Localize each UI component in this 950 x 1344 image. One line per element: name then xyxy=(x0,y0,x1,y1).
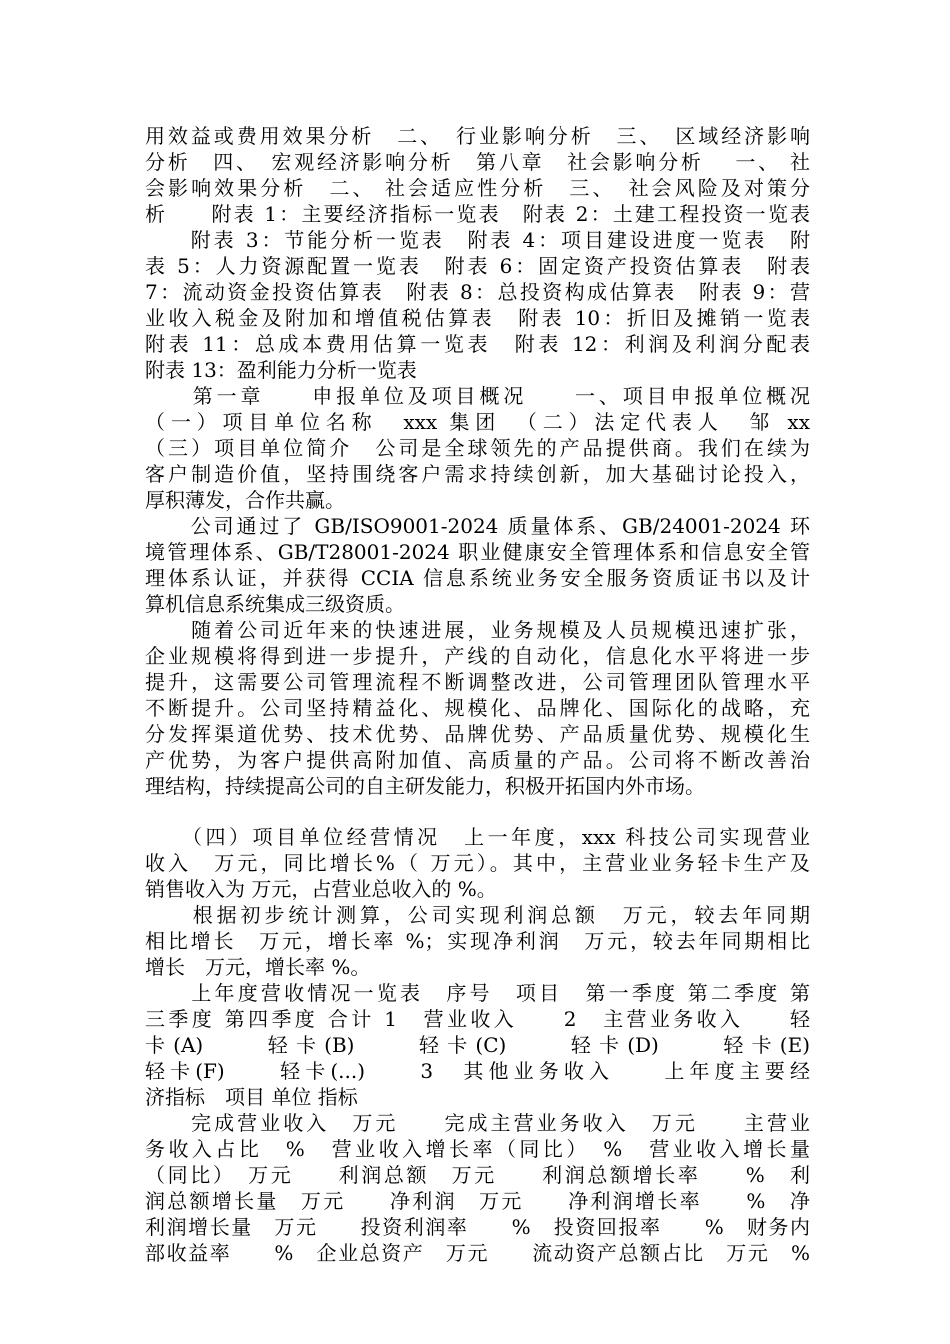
text-line: 相比增长 万元，增长率 %；实现净利润 万元，较去年同期相比 xyxy=(145,929,810,953)
text-line: 分发挥渠道优势、技术优势、品牌优势、产品质量优势、规模化生 xyxy=(145,722,810,746)
text-line: （四）项目单位经营情况 上一年度，xxx 科技公司实现营业 xyxy=(145,825,810,849)
text-line: 上年度营收情况一览表 序号 项目 第一季度 第二季度 第 xyxy=(145,981,810,1005)
text-line: （三）项目单位简介 公司是全球领先的产品提供商。我们在续为 xyxy=(145,436,810,460)
text-line: 随着公司近年来的快速进展，业务规模及人员规模迅速扩张， xyxy=(145,618,810,642)
text-line: 完成营业收入 万元 完成主营业务收入 万元 主营业 xyxy=(145,1111,810,1135)
text-line: 公司通过了 GB/ISO9001-2024 质量体系、GB/24001-2024 环 xyxy=(145,514,810,538)
text-line: 析 附表 1：主要经济指标一览表 附表 2：土建工程投资一览表 xyxy=(145,202,810,226)
text-line: 表 5：人力资源配置一览表 附表 6：固定资产投资估算表 附表 xyxy=(145,254,810,278)
text-line: 三季度 第四季度 合计 1 营业收入 2 主营业务收入 轻 xyxy=(145,1007,810,1031)
text-line: 润总额增长量 万元 净利润 万元 净利润增长率 % 净 xyxy=(145,1189,810,1213)
text-line: 客户制造价值，坚持围绕客户需求持续创新，加大基础讨论投入， xyxy=(145,462,810,486)
text-line: 根据初步统计测算，公司实现利润总额 万元，较去年同期 xyxy=(145,903,810,927)
text-line: 境管理体系、GB/T28001-2024 职业健康安全管理体系和信息安全管 xyxy=(145,540,810,564)
text-line: 厚积薄发，合作共赢。 xyxy=(145,488,345,512)
text-line: 增长 万元，增长率 %。 xyxy=(145,955,371,979)
text-line: 销售收入为 万元，占营业总收入的 %。 xyxy=(145,877,497,901)
text-line: 轻卡(F) 轻卡(...) 3 其他业务收入 上年度主要经 xyxy=(145,1059,810,1083)
text-line: 卡(A) 轻卡(B) 轻卡(C) 轻卡(D) 轻卡(E) xyxy=(145,1033,810,1057)
text-line: 不断提升。公司坚持精益化、规模化、品牌化、国际化的战略，充 xyxy=(145,696,810,720)
text-line: 理结构，持续提高公司的自主研发能力，积极开拓国内外市场。 xyxy=(145,774,705,798)
text-line: （一）项目单位名称 xxx 集团 （二）法定代表人 邹 xx xyxy=(145,410,810,434)
text-line: 算机信息系统集成三级资质。 xyxy=(145,592,405,616)
text-line: 附表 13：盈利能力分析一览表 xyxy=(145,358,417,382)
text-line: 理体系认证，并获得 CCIA 信息系统业务安全服务资质证书以及计 xyxy=(145,566,810,590)
text-line: 附表 11：总成本费用估算一览表 附表 12：利润及利润分配表 xyxy=(145,332,810,356)
text-line: 提升，这需要公司管理流程不断调整改进，公司管理团队管理水平 xyxy=(145,670,810,694)
text-line: （同比） 万元 利润总额 万元 利润总额增长率 % 利 xyxy=(145,1163,810,1187)
text-line: 会影响效果分析 二、 社会适应性分析 三、 社会风险及对策分 xyxy=(145,176,810,200)
text-line: 收入 万元，同比增长%（ 万元）。其中，主营业业务轻卡生产及 xyxy=(145,851,810,875)
text-line: 部收益率 % 企业总资产 万元 流动资产总额占比 万元 % xyxy=(145,1241,810,1265)
text-line: 用效益或费用效果分析 二、 行业影响分析 三、 区域经济影响 xyxy=(145,124,810,148)
text-line: 务收入占比 % 营业收入增长率（同比） % 营业收入增长量 xyxy=(145,1137,810,1161)
text-line: 分析 四、 宏观经济影响分析 第八章 社会影响分析 一、 社 xyxy=(145,150,810,174)
text-line: 7：流动资金投资估算表 附表 8：总投资构成估算表 附表 9：营 xyxy=(145,280,810,304)
text-line: 企业规模将得到进一步提升，产线的自动化，信息化水平将进一步 xyxy=(145,644,810,668)
chapter-heading: 第一章 申报单位及项目概况 一、项目申报单位概况 xyxy=(145,384,810,408)
text-line: 利润增长量 万元 投资利润率 % 投资回报率 % 财务内 xyxy=(145,1215,810,1239)
text-line: 济指标 项目 单位 指标 xyxy=(145,1085,358,1109)
text-line: 产优势，为客户提供高附加值、高质量的产品。公司将不断改善治 xyxy=(145,748,810,772)
text-line: 附表 3：节能分析一览表 附表 4：项目建设进度一览表 附 xyxy=(145,228,810,252)
text-line: 业收入税金及附加和增值税估算表 附表 10：折旧及摊销一览表 xyxy=(145,306,810,330)
